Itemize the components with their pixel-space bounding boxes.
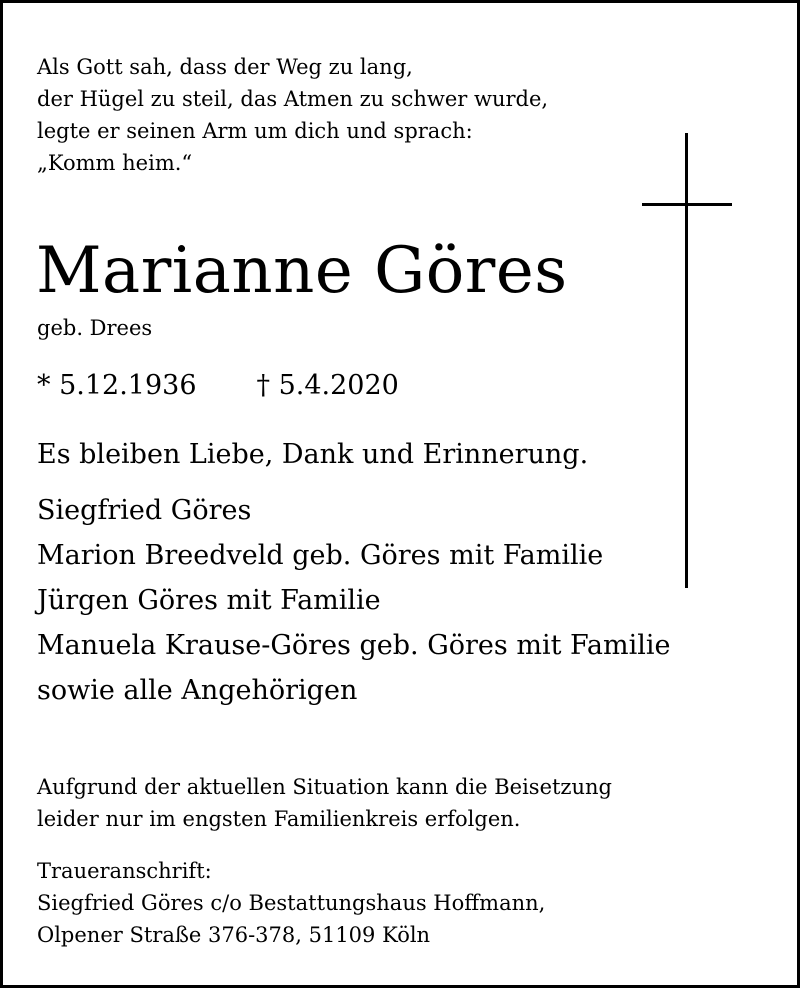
burial-notice [37,771,612,835]
poem-line: der Hügel zu steil, das Atmen zu schwer wurde, [37,87,549,111]
poem-line: legte er seinen Arm um dich und sprach: [37,119,473,143]
birth-date: * 5.12.1936 [37,370,197,401]
address-line: Siegfried Göres c/o Bestattungshaus Hoffmann, [37,891,546,915]
deceased-name: Marianne Göres [36,234,568,308]
mourner: Manuela Krause-Göres geb. Göres mit Familie [37,630,671,661]
life-dates [37,366,399,406]
poem-line: Als Gott sah, dass der Weg zu lang, [37,55,413,79]
death-date: † 5.4.2020 [256,370,399,401]
cross-vertical-bar [685,133,688,588]
address-label: Traueranschrift: [37,859,212,883]
poem [37,51,548,179]
notice-line: Aufgrund der aktuellen Situation kann die Beisetzung [37,775,612,799]
address-line: Olpener Straße 376-378, 51109 Köln [37,923,431,947]
mourner: Siegfried Göres [37,495,252,526]
maiden-name: geb. Drees [37,316,153,340]
cross-horizontal-bar [642,203,732,206]
mourner: sowie alle Angehörigen [37,675,358,706]
poem-line: „Komm heim.“ [37,151,193,175]
mourners-list [37,488,671,713]
mourner: Jürgen Göres mit Familie [37,585,381,616]
motto: Es bleiben Liebe, Dank und Erinnerung. [37,439,589,470]
notice-line: leider nur im engsten Familienkreis erfolgen. [37,807,521,831]
mourning-address [37,855,545,951]
mourner: Marion Breedveld geb. Göres mit Familie [37,540,604,571]
